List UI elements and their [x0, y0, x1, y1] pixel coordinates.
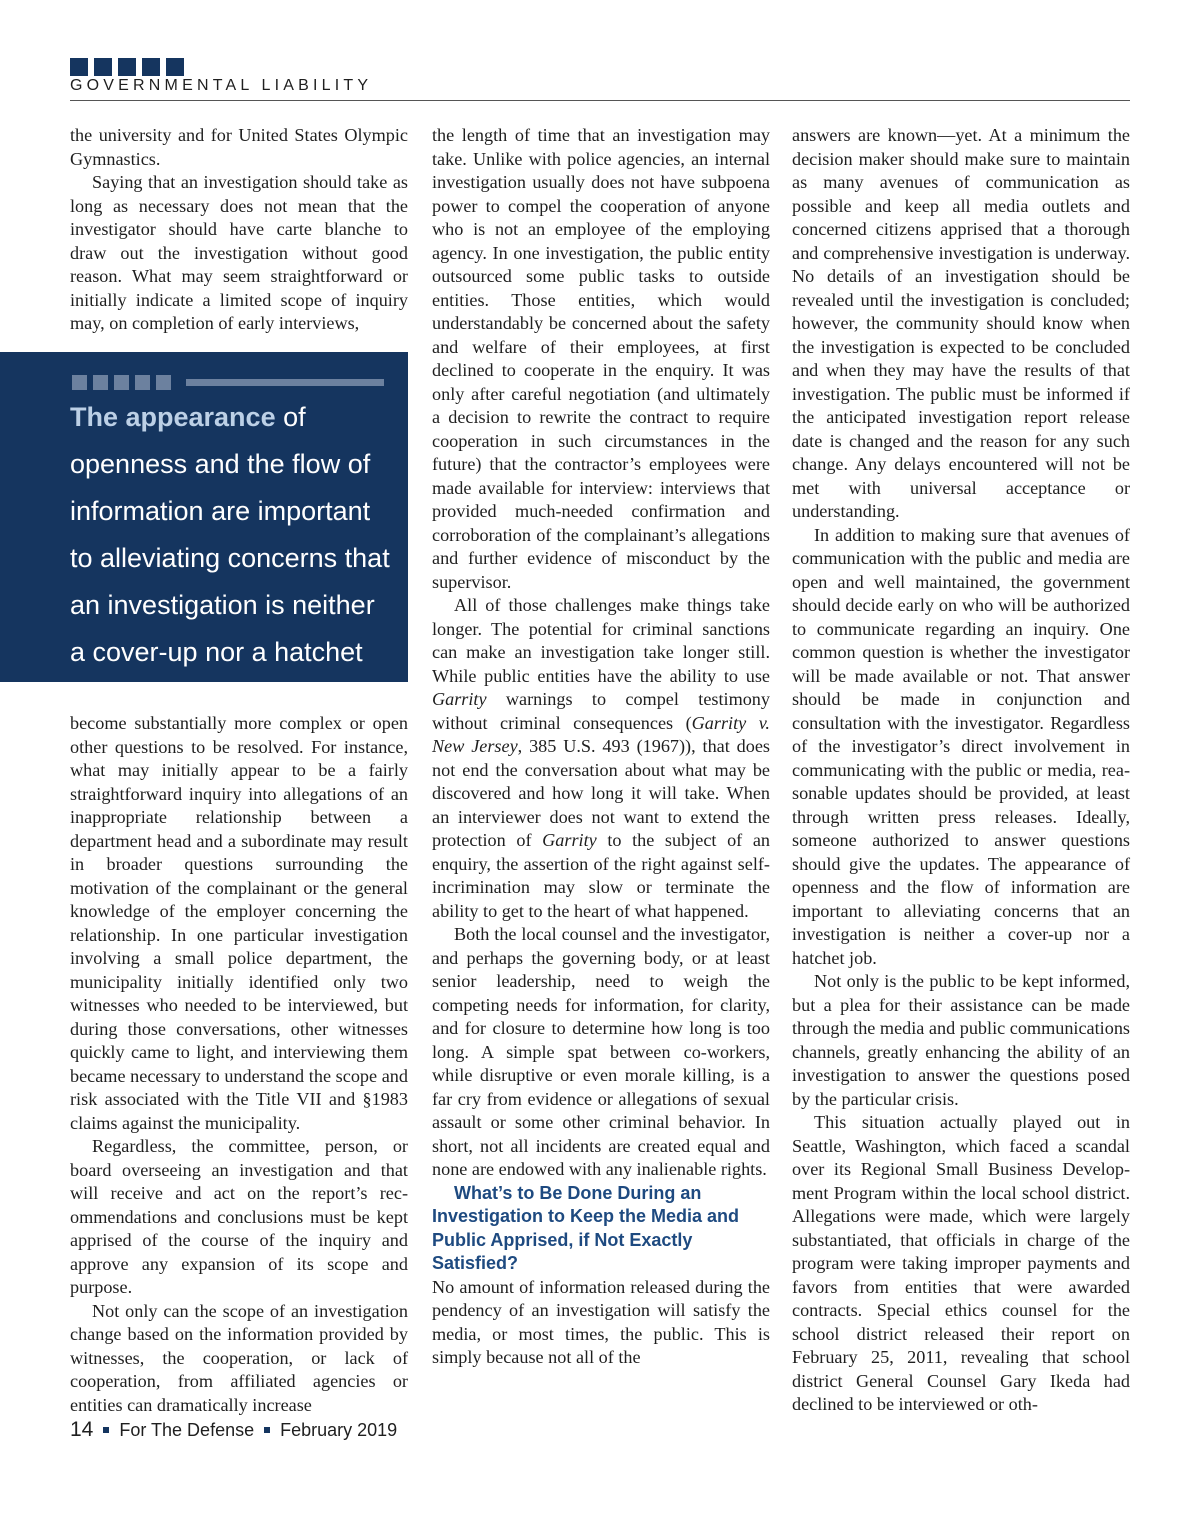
case-name: Garrity — [432, 689, 487, 709]
page-number: 14 — [70, 1418, 94, 1441]
header-rule — [70, 100, 1130, 101]
paragraph: the length of time that an investigation may take. Unlike with police agencies, an internal investigation usually does not have subpoena power to compel the cooperation of anyone who is not an employee of the employing agency. In one investigation, the public entity outsourced some public tasks to outside entities. Those entities, which would understandably be concerned about the safety and welfare of their employees, at first declined to cooperate in the enquiry. It was only after careful negotiation (and ultimately a decision to rewrite the contract to require cooperation in such circumstances in the future) that the contractor’s employees were made available for interview: interviews that provided much-needed confirmation and corroboration of the complainant’s allegations and further evidence of misconduct by the supervisor. — [432, 125, 770, 592]
publication-name: For The Defense — [119, 1419, 255, 1440]
header-square — [118, 58, 136, 76]
header-squares — [70, 58, 184, 76]
footer-bullet — [103, 1427, 109, 1433]
paragraph: In addition to making sure that avenues of communication with the public and media are open and well maintained, the government should decide early on who will be authorized to communicate regarding an inquiry. One common question is whether the investigator will be made available or not. That answer should be made in conjunction and consultation with the investigator. Regardless of the investigator’s direct involvement in communicating with the public or media, reasonable updates should be provided, at least through written press releases. Ideally, someone authorized to answer questions should give the updates. The appearance of openness and the flow of information are important to alleviating concerns that an investigation is neither a cover-up nor a hatchet job. — [792, 524, 1130, 968]
pullquote-highlight: The appearance — [70, 402, 276, 432]
section-heading: What’s to Be Done During an Investigation to Keep the Media and Public Apprised, if Not Exactly Satisfied? — [432, 1182, 740, 1273]
pullquote-square — [93, 375, 108, 390]
paragraph: the university and for United States Olympic Gymnastics. — [70, 125, 408, 169]
page-footer — [70, 1418, 397, 1442]
footer-bullet — [264, 1427, 270, 1433]
header-square — [166, 58, 184, 76]
paragraph: Not only is the public to be kept informed, but a plea for their assistance can be made through the media and public communications channels, greatly enhancing the ability of an investigation to answer the questions posed by the particular crisis. — [792, 971, 1130, 1109]
section-label: GOVERNMENTAL LIABILITY — [70, 77, 373, 94]
case-name: Garrity v. New Jersey — [432, 712, 770, 756]
pullquote-bar — [186, 379, 384, 386]
paragraph: Both the local counsel and the investigator, and perhaps the governing body, or at least senior leadership, need to weigh the competing needs for information, for clarity, and for closure to determine how long is too long. A simple spat between co-workers, while disruptive or even morale killing, is a far cry from evidence or allegations of sexual assault or some other criminal behavior. In short, not all incidents are created equal and none are endowed with any inalienable rights. — [432, 924, 770, 1179]
pullquote-text — [70, 394, 395, 723]
column-3 — [792, 124, 1130, 1414]
column-1-top — [70, 124, 408, 336]
column-2 — [432, 124, 771, 1367]
header-square — [142, 58, 160, 76]
column-1-bottom — [70, 712, 408, 1415]
issue-date: February 2019 — [280, 1419, 398, 1440]
pullquote-square — [156, 375, 171, 390]
case-name: Garrity — [542, 830, 597, 850]
header-square — [70, 58, 88, 76]
paragraph: Saying that an investigation should take as long as necessary does not mean that the investigator should have carte blanche to draw out the investigation without good reason. What may seem straightforward or initially indicate a limited scope of inquiry may, on completion of early interviews, — [70, 172, 408, 333]
paragraph-garrity: All of those challenges make things take longer. The potential for criminal sanctions can make an investigation take longer still. While public entities have the ability to use Garrity warnings to compel testimony without criminal consequences (Garrity v. New Jersey, 385 U.S. 493 (1967)), that does not end the conversation about what may be discovered and how long it will take. When an interviewer does not want to extend the protection of Garrity to the subject of an enquiry, the assertion of the right against self-incrimination may slow or terminate the ability to get to the heart of what happened. — [432, 595, 771, 921]
pullquote-square — [72, 375, 87, 390]
pullquote-square — [114, 375, 129, 390]
paragraph: answers are known—yet. At a minimum the decision maker should make sure to maintain as many avenues of communication as possible and keep all media outlets and concerned citizens apprised that a thorough and comprehensive investigation is underway. No details of an investigation should be revealed until the investigation is concluded; however, the community should know when the investigation is expected to be concluded and when they may have the results of that investigation. The public must be informed if the anticipated investigation report release date is changed and the reason for any such change. Any delays encountered will not be met with universal acceptance or understanding. — [792, 125, 1130, 521]
paragraph: Not only can the scope of an investigation change based on the information provided by witnesses, the cooperation, or lack of cooperation, from affiliated agencies or entities can dramatically increase — [70, 1300, 408, 1415]
pullquote-squares — [72, 375, 171, 390]
paragraph: become substantially more complex or open other questions to be resolved. For instance, what may initially appear to be a fairly straightforward inquiry into allegations of an inappropriate relationship between a department head and a subordinate may result in broader questions surrounding the motivation of the complainant or the general knowledge of the employer concerning the relationship. In one particular investigation involving a small police department, the municipality initially identified only two witnesses who needed to be interviewed, but during those conversations, other witnesses quickly came to light, and interviewing them became necessary to understand the scope and risk associated with the Title VII and §1983 claims against the municipality. — [70, 713, 408, 1133]
pull-quote — [0, 352, 408, 714]
pullquote-body: of openness and the flow of information are important to alleviating concerns that an investigation is neither a cover-up nor a hatchet job. — [70, 402, 390, 714]
paragraph: This situation actually played out in Seattle, Washington, which faced a scandal over its Regional Small Business Development Program within the local school district. Allegations were made, which were largely substantiated, that officials in charge of the program were taking improper payments and favors from entities that were awarded contracts. Special ethics counsel for the school district released their report on February 25, 2011, revealing that school district General Counsel Gary Ikeda had declined to be interviewed or oth- — [792, 1112, 1130, 1414]
header-square — [94, 58, 112, 76]
pullquote-square — [135, 375, 150, 390]
paragraph: No amount of information released during the pendency of an investigation will satisfy the media, or most times, the public. This is simply because not all of the — [432, 1276, 770, 1367]
paragraph: Regardless, the committee, person, or board overseeing an investigation and that will receive and act on the report’s recommendations and conclusions must be kept apprised of the course of the inquiry and approve any expansion of its scope and purpose. — [70, 1136, 408, 1297]
